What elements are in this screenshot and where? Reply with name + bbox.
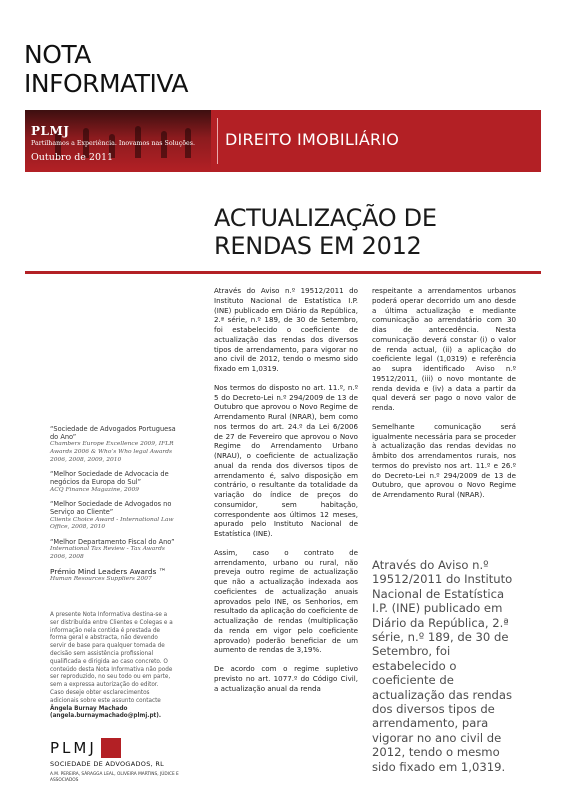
award-name: “Melhor Sociedade de Advogados no Serviço ao Cliente”: [50, 500, 172, 517]
award-source: Chambers Europe Excellence 2009, IFLR Awards 2006 & Who’s Who legal Awards 2006, 2008, 2009, 2010: [50, 441, 174, 463]
award-source: Clients Choice Award - International Law Office, 2008, 2010: [50, 516, 174, 531]
article-column-2: [372, 286, 516, 509]
award-item: [50, 538, 178, 561]
article-paragraph: Semelhante comunicação será igualmente necessária para se proceder à actualização das rendas devidas no âmbito dos arrendamentos rurais, nos termos do previsto nos art. 11.º e 26.º do Decreto-Lei n.º 294/2009 de 13 de Outubro, que aprovou o Novo Regime de Arrendamento Rural (NRAR).: [372, 421, 516, 499]
award-name: “Melhor Sociedade de Advocacia de negócios da Europa do Sul”: [50, 470, 169, 487]
footer-logo: [50, 738, 200, 783]
header-banner: [25, 110, 541, 172]
article-column-1: [214, 286, 358, 702]
pull-quote: Através do Aviso n.º 19512/2011 do Instituto Nacional de Estatística I.P. (INE) publicado em Diário da República, 2.ª série, n.º 189, de 30 de Setembro, foi estabelecido o coeficiente de actualização das rendas dos diversos tipos de arrendamento, para vigorar no ano civil de 2012, tendo o mesmo sido fixado em 1,0319.: [372, 558, 513, 774]
logo-text: PLMJ: [50, 739, 97, 757]
section-title: DIREITO IMOBILIÁRIO: [225, 130, 400, 149]
award-item: [50, 500, 178, 532]
firm-partners: A.M. PEREIRA, SÁRAGGA LEAL, OLIVEIRA MARTINS, JÚDICE E ASSOCIADOS: [50, 772, 179, 783]
banner-divider: [217, 118, 218, 164]
logo-square-icon: [101, 738, 121, 758]
award-source: International Tax Review - Tax Awards 2006, 2008: [50, 545, 165, 560]
disclaimer-text: A presente Nota Informativa destina-se a ser distribuída entre Clientes e Colegas e a informação nela contida é prestada de forma geral e abstracta, não devendo servir de base para qualquer tomada de decisão sem assistência profissional qualificada e dirigida ao caso concreto. O conteúdo desta Nota Informativa não pode ser reproduzido, no seu todo ou em parte, sem a expressa autorização do editor. Caso deseje obter esclarecimentos adicionais sobre este assunto contacte: [50, 612, 173, 704]
disclaimer: [50, 612, 174, 721]
newsletter-title-line2: INFORMATIVA: [24, 69, 188, 98]
article-paragraph: Através do Aviso n.º 19512/2011 do Instituto Nacional de Estatística I.P. (INE) publicado em Diário da República, 2.ª série, n.º 189, de 30 de Setembro, foi estabelecido o coeficiente de actualização das rendas dos diversos tipos de arrendamento, para vigorar no ano civil de 2012, tendo o mesmo sido fixado em 1,0319.: [214, 286, 358, 373]
title-rule: [25, 271, 541, 274]
article-paragraph: Nos termos do disposto no art. 11.º, n.º 5 do Decreto-Lei n.º 294/2009 de 13 de Outubro que aprovou o Novo Regime de Arrendamento Rural (NRAR), bem como nos termos do art. 24.º da Lei 6/2006 de 27 de Fevereiro que aprovou o Novo Regime do Arrendamento Urbano (NRAU), o coeficiente de actualização anual da renda dos diversos tipos de arrendamento é, salvo disposição em contrário, o resultante da totalidade da variação do índice de preços do consumidor, sem habitação, correspondente aos últimos 12 meses, apurado pelo Instituto Nacional de Estatística (INE).: [214, 382, 358, 538]
article-paragraph: Assim, caso o contrato de arrendamento, urbano ou rural, não preveja outro regime de actualização que não a actualização indexada aos coeficientes de actualização anuais aprovados pelo INE, os Senhorios, em resultado da aplicação do coeficiente de actualização de rendas (multiplicação da renda em vigor pelo coeficiente aprovado) poderão beneficiar de um aumento de rendas de 3,19%.: [214, 547, 358, 655]
issue-date: Outubro de 2011: [31, 152, 114, 163]
article-title-line1: ACTUALIZAÇÃO DE: [214, 204, 437, 232]
logo-row: [50, 738, 200, 758]
banner-photo: [25, 110, 211, 172]
award-name: “Sociedade de Advogados Portuguesa do Ano”: [50, 425, 176, 442]
contact-link[interactable]: Ângela Burnay Machado (angela.burnaymachado@plmj.pt).: [50, 705, 162, 720]
award-item: [50, 425, 178, 464]
article-title-line2: RENDAS EM 2012: [214, 232, 422, 260]
article-title: [214, 204, 437, 260]
award-item: [50, 567, 178, 584]
article-paragraph: De acordo com o regime supletivo previsto no art. 1077.º do Código Civil, a actualização anual da renda: [214, 664, 358, 693]
newsletter-title-line1: NOTA: [24, 40, 91, 69]
award-item: [50, 470, 178, 494]
award-source: Human Resources Suppliers 2007: [50, 576, 152, 583]
award-source: ACQ Finance Magazine, 2009: [50, 486, 140, 493]
article-paragraph: respeitante a arrendamentos urbanos poderá operar decorrido um ano desde a última actualização e mediante comunicação ao arrendatário com 30 dias de antecedência. Nesta comunicação deverá constar (i) o valor de renda actual, (ii) a aplicação do coeficiente legal (1,0319) e referência ao supra identificado Aviso n.º 19512/2011, (iii) o novo montante de renda devida e (iv) a data a partir da qual deverá ser pago o novo valor de renda.: [372, 286, 516, 412]
banner-tagline: Partilhamos a Experiência. Inovamos nas Soluções.: [31, 140, 195, 147]
firm-name: SOCIEDADE DE ADVOGADOS, RL: [50, 760, 165, 768]
banner-brand: PLMJ: [31, 124, 70, 138]
award-name: “Melhor Departamento Fiscal do Ano”: [50, 537, 175, 546]
newsletter-title: [24, 40, 188, 98]
awards-sidebar: [50, 425, 178, 590]
award-name: Prémio Mind Leaders Awards ™: [50, 567, 167, 577]
